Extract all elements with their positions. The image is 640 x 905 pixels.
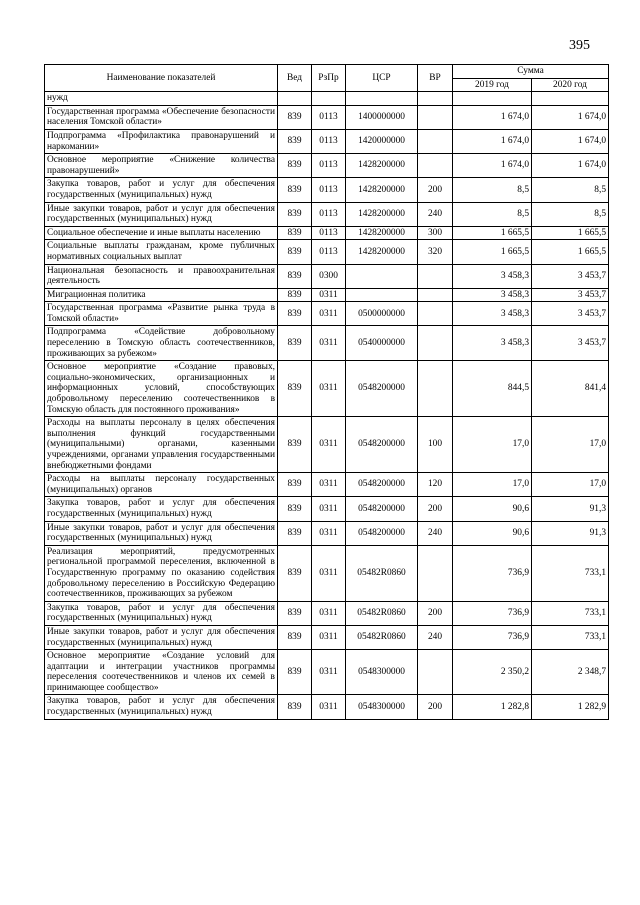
cell-csr [346,92,418,106]
cell-rzpr: 0113 [312,178,346,202]
cell-sum-2020: 1 665,5 [532,226,609,240]
table-row [45,601,609,625]
cell-name: Национальная безопасность и правоохранительная деятельность [45,264,278,288]
cell-csr: 1428200000 [346,178,418,202]
table-row [45,361,609,417]
cell-vr: 240 [418,202,453,226]
cell-name: Иные закупки товаров, работ и услуг для обеспечения государственных (муниципальных) нужд [45,521,278,545]
cell-sum-2020: 733,1 [532,625,609,649]
cell-ved: 839 [278,545,312,601]
cell-csr: 1428200000 [346,240,418,264]
cell-sum-2019: 736,9 [453,601,532,625]
cell-sum-2019: 90,6 [453,497,532,521]
cell-rzpr: 0113 [312,129,346,153]
cell-rzpr: 0311 [312,417,346,473]
cell-rzpr: 0311 [312,695,346,719]
cell-vr: 120 [418,473,453,497]
cell-name: Иные закупки товаров, работ и услуг для обеспечения государственных (муниципальных) нужд [45,625,278,649]
cell-sum-2019: 8,5 [453,202,532,226]
cell-rzpr: 0113 [312,240,346,264]
cell-sum-2020: 733,1 [532,601,609,625]
cell-csr: 0548200000 [346,497,418,521]
table-row [45,417,609,473]
cell-sum-2019: 2 350,2 [453,650,532,695]
cell-csr: 0548200000 [346,473,418,497]
table-row [45,695,609,719]
cell-csr: 1428200000 [346,202,418,226]
cell-ved: 839 [278,650,312,695]
cell-ved: 839 [278,625,312,649]
cell-ved: 839 [278,417,312,473]
cell-rzpr: 0311 [312,302,346,326]
table-row [45,326,609,361]
cell-vr [418,288,453,302]
table-row [45,302,609,326]
cell-ved: 839 [278,129,312,153]
cell-name: Закупка товаров, работ и услуг для обеспечения государственных (муниципальных) нужд [45,601,278,625]
cell-ved: 839 [278,361,312,417]
cell-csr: 1400000000 [346,105,418,129]
cell-ved: 839 [278,326,312,361]
cell-name: Расходы на выплаты персоналу в целях обеспечения выполнения функций государственными (муниципальными) органами, казенными учреждениями, органами управления государственными внебюджетными фондами [45,417,278,473]
cell-name: Социальное обеспечение и иные выплаты населению [45,226,278,240]
cell-rzpr: 0311 [312,625,346,649]
cell-sum-2020: 17,0 [532,417,609,473]
cell-csr: 1428200000 [346,154,418,178]
cell-csr: 0548200000 [346,521,418,545]
table-row [45,154,609,178]
budget-table [44,64,609,720]
cell-rzpr: 0311 [312,497,346,521]
cell-csr: 0548300000 [346,650,418,695]
table-header-row [45,65,609,79]
cell-name: Государственная программа «Обеспечение безопасности населения Томской области» [45,105,278,129]
cell-vr: 300 [418,226,453,240]
cell-rzpr: 0311 [312,545,346,601]
cell-sum-2020: 1 674,0 [532,154,609,178]
table-body [45,92,609,719]
cell-vr: 100 [418,417,453,473]
cell-rzpr: 0311 [312,326,346,361]
cell-sum-2019: 1 665,5 [453,240,532,264]
table-row [45,178,609,202]
cell-sum-2020: 17,0 [532,473,609,497]
cell-csr: 0548300000 [346,695,418,719]
cell-ved: 839 [278,154,312,178]
cell-vr: 200 [418,601,453,625]
cell-name: Социальные выплаты гражданам, кроме публичных нормативных социальных выплат [45,240,278,264]
cell-csr [346,288,418,302]
cell-vr: 240 [418,625,453,649]
cell-name: Миграционная политика [45,288,278,302]
cell-sum-2020: 91,3 [532,497,609,521]
cell-vr [418,650,453,695]
table-row [45,521,609,545]
cell-rzpr: 0311 [312,361,346,417]
cell-sum-2020: 733,1 [532,545,609,601]
cell-sum-2019 [453,92,532,106]
table-row [45,650,609,695]
cell-csr: 1420000000 [346,129,418,153]
cell-rzpr: 0113 [312,202,346,226]
cell-ved: 839 [278,302,312,326]
cell-name: Закупка товаров, работ и услуг для обеспечения государственных (муниципальных) нужд [45,178,278,202]
col-header-csr: ЦСР [346,65,418,92]
col-header-2020: 2020 год [532,78,609,92]
table-row [45,264,609,288]
cell-vr: 320 [418,240,453,264]
cell-ved: 839 [278,521,312,545]
cell-name: Основное мероприятие «Снижение количества правонарушений» [45,154,278,178]
cell-sum-2019: 17,0 [453,473,532,497]
cell-ved: 839 [278,473,312,497]
cell-sum-2020: 3 453,7 [532,264,609,288]
cell-rzpr: 0311 [312,650,346,695]
col-header-2019: 2019 год [453,78,532,92]
cell-sum-2019: 1 282,8 [453,695,532,719]
cell-sum-2020: 2 348,7 [532,650,609,695]
cell-rzpr: 0311 [312,473,346,497]
cell-sum-2020: 1 282,9 [532,695,609,719]
table-row [45,129,609,153]
cell-rzpr: 0300 [312,264,346,288]
table-row [45,105,609,129]
cell-csr: 0548200000 [346,361,418,417]
table-row [45,202,609,226]
cell-sum-2020: 3 453,7 [532,288,609,302]
cell-sum-2019: 736,9 [453,545,532,601]
cell-csr: 05482R0860 [346,625,418,649]
table-row [45,473,609,497]
cell-sum-2020: 1 665,5 [532,240,609,264]
cell-sum-2019: 1 665,5 [453,226,532,240]
cell-vr [418,545,453,601]
cell-csr: 0548200000 [346,417,418,473]
cell-vr: 240 [418,521,453,545]
cell-name: Закупка товаров, работ и услуг для обеспечения государственных (муниципальных) нужд [45,497,278,521]
cell-ved [278,92,312,106]
cell-sum-2019: 1 674,0 [453,154,532,178]
cell-vr [418,154,453,178]
cell-sum-2019: 3 458,3 [453,326,532,361]
cell-sum-2019: 90,6 [453,521,532,545]
cell-csr [346,264,418,288]
cell-vr [418,264,453,288]
cell-name: нужд [45,92,278,106]
cell-vr [418,326,453,361]
cell-ved: 839 [278,264,312,288]
cell-ved: 839 [278,601,312,625]
cell-sum-2020: 1 674,0 [532,129,609,153]
cell-sum-2019: 1 674,0 [453,129,532,153]
table-row [45,545,609,601]
col-header-rzpr: РзПр [312,65,346,92]
cell-sum-2020 [532,92,609,106]
cell-sum-2019: 3 458,3 [453,302,532,326]
cell-ved: 839 [278,202,312,226]
cell-name: Основное мероприятие «Создание правовых, социально-экономических, организационных и информационных условий, способствующих добровольному переселению соотечественников в Томскую область для постоянного проживания» [45,361,278,417]
cell-name: Основное мероприятие «Создание условий для адаптации и интеграции участников программы переселения соотечественников и членов их семей в принимающее сообщество» [45,650,278,695]
cell-sum-2019: 3 458,3 [453,288,532,302]
cell-ved: 839 [278,288,312,302]
cell-sum-2020: 91,3 [532,521,609,545]
cell-vr [418,302,453,326]
cell-sum-2020: 8,5 [532,202,609,226]
cell-vr [418,105,453,129]
cell-name: Подпрограмма «Содействие добровольному переселению в Томскую область соотечественников, проживающих за рубежом» [45,326,278,361]
cell-ved: 839 [278,240,312,264]
cell-ved: 839 [278,105,312,129]
cell-name: Расходы на выплаты персоналу государственных (муниципальных) органов [45,473,278,497]
cell-name: Государственная программа «Развитие рынка труда в Томской области» [45,302,278,326]
cell-rzpr: 0113 [312,105,346,129]
cell-csr: 0500000000 [346,302,418,326]
cell-sum-2019: 736,9 [453,625,532,649]
cell-csr: 1428200000 [346,226,418,240]
cell-name: Реализация мероприятий, предусмотренных региональной программой переселения, включенной в Государственную программу по оказанию содействия добровольному переселению в Российскую Федерацию соотечественников, проживающих за рубежом [45,545,278,601]
cell-sum-2020: 3 453,7 [532,326,609,361]
table-row [45,240,609,264]
cell-name: Подпрограмма «Профилактика правонарушений и наркомании» [45,129,278,153]
table-row [45,497,609,521]
cell-sum-2020: 3 453,7 [532,302,609,326]
cell-vr [418,92,453,106]
cell-vr: 200 [418,497,453,521]
cell-vr [418,361,453,417]
col-header-vr: ВР [418,65,453,92]
cell-sum-2019: 8,5 [453,178,532,202]
table-row [45,625,609,649]
cell-csr: 05482R0860 [346,601,418,625]
cell-csr: 0540000000 [346,326,418,361]
cell-rzpr: 0113 [312,226,346,240]
cell-sum-2020: 1 674,0 [532,105,609,129]
cell-name: Закупка товаров, работ и услуг для обеспечения государственных (муниципальных) нужд [45,695,278,719]
cell-rzpr: 0311 [312,521,346,545]
cell-vr: 200 [418,178,453,202]
cell-ved: 839 [278,695,312,719]
page-number: 395 [569,38,590,53]
cell-ved: 839 [278,178,312,202]
cell-sum-2019: 1 674,0 [453,105,532,129]
cell-sum-2019: 17,0 [453,417,532,473]
cell-sum-2020: 8,5 [532,178,609,202]
cell-rzpr: 0311 [312,601,346,625]
cell-csr: 05482R0860 [346,545,418,601]
cell-rzpr [312,92,346,106]
table-row [45,92,609,106]
cell-sum-2019: 844,5 [453,361,532,417]
cell-vr [418,129,453,153]
cell-rzpr: 0311 [312,288,346,302]
table-row [45,288,609,302]
cell-sum-2020: 841,4 [532,361,609,417]
cell-rzpr: 0113 [312,154,346,178]
cell-ved: 839 [278,226,312,240]
col-header-sum: Сумма [453,65,609,79]
col-header-ved: Вед [278,65,312,92]
table-row [45,226,609,240]
cell-sum-2019: 3 458,3 [453,264,532,288]
cell-vr: 200 [418,695,453,719]
col-header-name: Наименование показателей [45,65,278,92]
cell-ved: 839 [278,497,312,521]
cell-name: Иные закупки товаров, работ и услуг для обеспечения государственных (муниципальных) нужд [45,202,278,226]
